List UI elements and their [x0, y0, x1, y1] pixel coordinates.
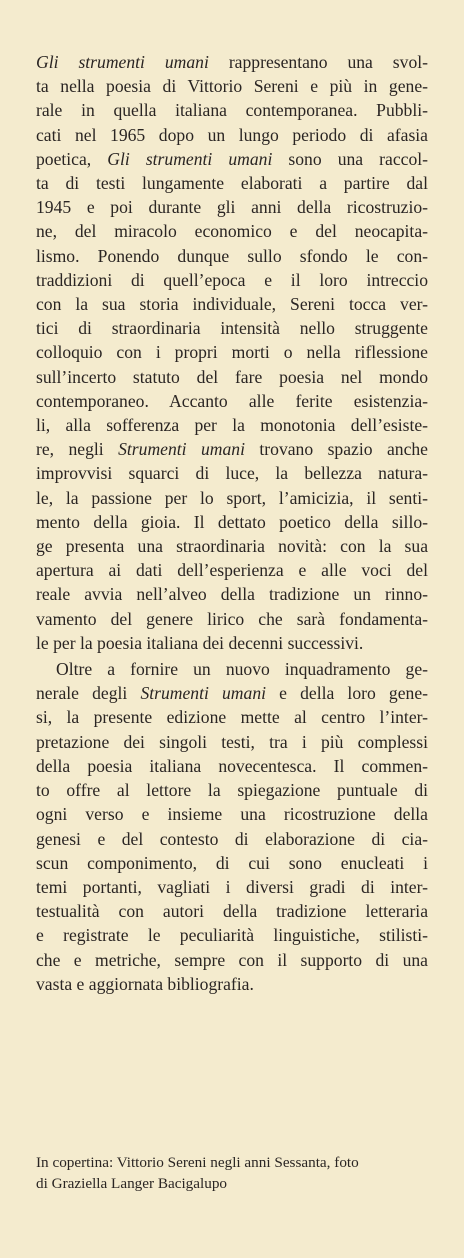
text-line: [36, 582, 428, 606]
text-run: le, la passione per lo sport, l’amicizia, il senti-: [36, 487, 428, 508]
text-line: [36, 923, 428, 947]
italic-title: Gli strumenti umani: [36, 52, 209, 72]
text-line: [36, 171, 428, 195]
text-line: [36, 389, 428, 413]
text-run: sono una raccol-: [272, 148, 429, 169]
text-run: tici di straordinaria intensità nello struggente: [36, 318, 428, 339]
text-line: [36, 681, 428, 705]
text-line: [36, 268, 428, 292]
italic-title: Gli strumenti umani: [107, 148, 273, 169]
text-line: [36, 851, 428, 875]
text-line: [36, 340, 428, 364]
text-run: e registrate le peculiarità linguistiche, stilisti-: [36, 925, 428, 946]
text-line: [36, 461, 428, 485]
text-run: scun componimento, di cui sono enucleati i: [36, 852, 428, 873]
text-run: sull’incerto statuto del fare poesia nel mondo: [36, 366, 428, 387]
text-run: vasta e aggiornata bibliografia.: [36, 973, 254, 994]
text-run: li, alla sofferenza per la monotonia dell’esiste-: [36, 415, 428, 436]
text-run: poetica,: [36, 148, 108, 169]
text-run: testualità con autori della tradizione letteraria: [36, 901, 428, 922]
text-line: [36, 123, 428, 147]
cover-credit-line: di Graziella Langer Bacigalupo: [36, 1174, 228, 1192]
text-run: improvvisi squarci di luce, la bellezza natura-: [36, 463, 428, 484]
text-run: colloquio con i propri morti o nella riflessione: [36, 342, 428, 363]
text-line: [36, 219, 428, 243]
text-line: [36, 948, 428, 972]
text-line: [36, 972, 428, 996]
text-run: re, negli: [36, 439, 119, 460]
text-line: [36, 50, 428, 74]
paragraph-1: [36, 50, 428, 655]
text-run: mento della gioia. Il dettato poetico della sillo-: [36, 511, 428, 532]
text-run: to offre al lettore la spiegazione puntuale di: [36, 780, 428, 801]
text-run: della poesia italiana novecentesca. Il commen-: [36, 755, 428, 776]
cover-credit: [36, 1153, 428, 1194]
text-run: lismo. Ponendo dunque sullo sfondo le con-: [36, 245, 428, 266]
text-run: trovano spazio anche: [244, 439, 428, 460]
text-line: [36, 730, 428, 754]
text-run: Oltre a fornire un nuovo inquadramento ge-: [56, 659, 428, 680]
text-run: contemporaneo. Accanto alle ferite esistenzia-: [36, 390, 428, 411]
text-run: nerale degli: [36, 683, 141, 704]
text-line: [36, 316, 428, 340]
text-line: [36, 827, 428, 851]
text-run: temi portanti, vagliati i diversi gradi di inter-: [36, 876, 428, 897]
text-run: ne, del miracolo economico e del neocapita-: [36, 221, 428, 242]
blurb-text: [36, 50, 428, 996]
text-run: con la sua storia individuale, Sereni tocca ver-: [36, 294, 428, 315]
text-run: rale in quella italiana contemporanea. Pubbli-: [36, 100, 428, 121]
italic-title: Strumenti umani: [118, 439, 245, 460]
text-line: [36, 558, 428, 582]
text-run: ta di testi lungamente elaborati a partire dal: [36, 173, 428, 194]
cover-credit-line: In copertina: Vittorio Sereni negli anni Sessanta, foto: [36, 1154, 359, 1171]
text-line: [36, 195, 428, 219]
text-line: [36, 292, 428, 316]
text-line: [36, 244, 428, 268]
text-line: [36, 607, 428, 631]
text-line: [36, 778, 428, 802]
text-run: reale avvia nell’alveo della tradizione un rinno-: [36, 584, 428, 605]
text-run: 1945 e poi durante gli anni della ricostruzio-: [36, 197, 428, 218]
paragraph-2: [36, 657, 428, 996]
text-line: [36, 437, 428, 461]
text-run: le per la poesia italiana dei decenni successivi.: [36, 632, 364, 653]
text-run: pretazione dei singoli testi, tra i più complessi: [36, 731, 428, 752]
text-run: vamento del genere lirico che sarà fondamenta-: [36, 608, 428, 629]
text-line: [36, 875, 428, 899]
text-line: [36, 413, 428, 437]
text-line: [36, 74, 428, 98]
text-run: ge presenta una straordinaria novità: con la sua: [36, 536, 428, 557]
text-line: [36, 534, 428, 558]
text-line: [36, 754, 428, 778]
text-run: ta nella poesia di Vittorio Sereni e più in gene-: [36, 76, 428, 97]
text-line: [36, 486, 428, 510]
text-run: rappresentano una svol-: [208, 52, 428, 72]
text-line: [36, 631, 428, 655]
text-line: [36, 510, 428, 534]
text-line: [36, 657, 428, 681]
text-line: [36, 147, 428, 171]
text-run: ogni verso e insieme una ricostruzione della: [36, 804, 428, 825]
text-run: si, la presente edizione mette al centro l’inter-: [36, 707, 428, 728]
text-run: che e metriche, sempre con il supporto di una: [36, 949, 428, 970]
italic-title: Strumenti umani: [140, 683, 266, 704]
text-run: apertura ai dati dell’esperienza e alle voci del: [36, 560, 428, 581]
text-run: e della loro gene-: [266, 683, 428, 704]
text-line: [36, 899, 428, 923]
text-run: traddizioni di quell’epoca e il loro intreccio: [36, 269, 428, 290]
text-line: [36, 365, 428, 389]
text-run: cati nel 1965 dopo un lungo periodo di afasia: [36, 124, 428, 145]
text-run: genesi e del contesto di elaborazione di cia-: [36, 828, 428, 849]
text-line: [36, 802, 428, 826]
text-line: [36, 98, 428, 122]
text-line: [36, 705, 428, 729]
